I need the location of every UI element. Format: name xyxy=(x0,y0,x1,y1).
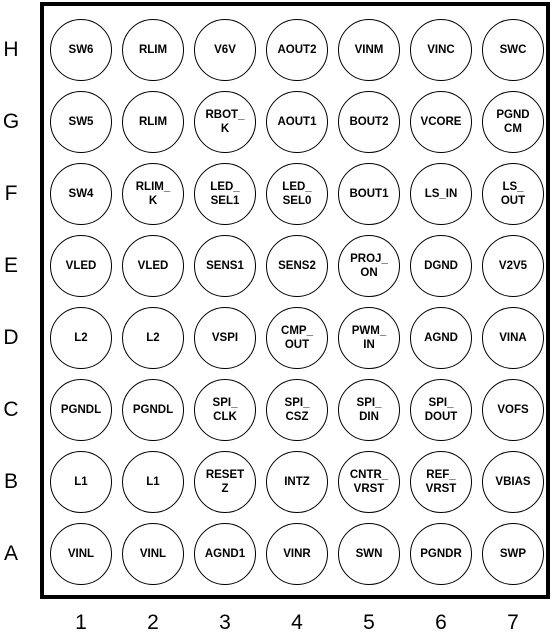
pin-e7 xyxy=(482,235,544,297)
pin-label: VINA xyxy=(499,332,527,344)
pin-c4 xyxy=(266,379,328,441)
pin-label: SPI_ CLK xyxy=(212,397,238,423)
column-label-1: 1 xyxy=(75,611,87,634)
pin-label: SWP xyxy=(499,548,527,560)
pin-g1 xyxy=(50,91,112,153)
row-label-c: C xyxy=(3,398,19,421)
pin-c2 xyxy=(122,379,184,441)
pin-f7 xyxy=(482,163,544,225)
row-label-b: B xyxy=(3,470,18,493)
pin-label: REF_ VRST xyxy=(425,469,457,495)
pin-label: VLED xyxy=(65,260,97,272)
pin-g3 xyxy=(194,91,256,153)
pin-e6 xyxy=(410,235,472,297)
pin-label: VLED xyxy=(137,260,169,272)
pin-label: VBIAS xyxy=(495,476,531,488)
pin-h3 xyxy=(194,19,256,81)
pin-label: BOUT2 xyxy=(349,116,389,128)
row-label-g: G xyxy=(2,110,20,133)
pin-c3 xyxy=(194,379,256,441)
column-label-7: 7 xyxy=(507,611,519,634)
pin-label: VINL xyxy=(139,548,167,560)
pin-h7 xyxy=(482,19,544,81)
pin-f6 xyxy=(410,163,472,225)
pin-c6 xyxy=(410,379,472,441)
row-label-d: D xyxy=(3,326,19,349)
pin-b3 xyxy=(194,451,256,513)
pin-label: SPI_ CSZ xyxy=(284,397,310,423)
pin-d7 xyxy=(482,307,544,369)
pin-a2 xyxy=(122,523,184,585)
pin-f3 xyxy=(194,163,256,225)
pin-label: RLIM xyxy=(138,44,168,56)
column-label-6: 6 xyxy=(435,611,447,634)
pin-h1 xyxy=(50,19,112,81)
pin-label: VINL xyxy=(67,548,95,560)
row-label-h: H xyxy=(3,38,19,61)
pin-label: VINC xyxy=(427,44,455,56)
pin-label: RESET Z xyxy=(205,469,245,495)
pin-label: L1 xyxy=(146,476,160,488)
pin-label: AOUT1 xyxy=(277,116,317,128)
pin-label: L2 xyxy=(146,332,160,344)
pin-d6 xyxy=(410,307,472,369)
pin-label: DGND xyxy=(424,260,458,272)
pin-label: SW6 xyxy=(68,44,94,56)
pin-label: PROJ_ ON xyxy=(350,253,388,279)
pin-label: SPI_ DIN xyxy=(356,397,382,423)
pin-b2 xyxy=(122,451,184,513)
pin-c7 xyxy=(482,379,544,441)
pin-label: SENS1 xyxy=(206,260,244,272)
pin-b4 xyxy=(266,451,328,513)
pin-label: BOUT1 xyxy=(349,188,389,200)
pin-label: PGNDL xyxy=(132,404,174,416)
pin-e2 xyxy=(122,235,184,297)
pin-label: SW4 xyxy=(68,188,94,200)
pin-d4 xyxy=(266,307,328,369)
pin-a6 xyxy=(410,523,472,585)
pin-g6 xyxy=(410,91,472,153)
pin-d2 xyxy=(122,307,184,369)
pin-label: LED_ SEL0 xyxy=(282,181,312,207)
pin-g7 xyxy=(482,91,544,153)
pin-g2 xyxy=(122,91,184,153)
pin-label: SWC xyxy=(499,44,527,56)
column-label-5: 5 xyxy=(363,611,375,634)
pin-label: LS_IN xyxy=(424,188,458,200)
pin-label: VINM xyxy=(354,44,384,56)
pin-h2 xyxy=(122,19,184,81)
pin-e5 xyxy=(338,235,400,297)
pin-label: RBOT_ K xyxy=(205,109,245,135)
pin-label: V2V5 xyxy=(498,260,528,272)
pin-a1 xyxy=(50,523,112,585)
pin-g4 xyxy=(266,91,328,153)
pin-f2 xyxy=(122,163,184,225)
pin-label: RLIM_ K xyxy=(135,181,171,207)
pin-b6 xyxy=(410,451,472,513)
pin-a3 xyxy=(194,523,256,585)
pin-a7 xyxy=(482,523,544,585)
pin-f1 xyxy=(50,163,112,225)
pin-d5 xyxy=(338,307,400,369)
pin-label: CNTR_ VRST xyxy=(349,469,389,495)
pin-label: AGND1 xyxy=(204,548,246,560)
pin-label: RLIM xyxy=(138,116,168,128)
pin-label: VSPI xyxy=(211,332,239,344)
pin-h5 xyxy=(338,19,400,81)
pin-label: VCORE xyxy=(420,116,462,128)
pin-e3 xyxy=(194,235,256,297)
pin-label: VOFS xyxy=(497,404,529,416)
pin-h6 xyxy=(410,19,472,81)
row-label-a: A xyxy=(3,542,18,565)
pin-b1 xyxy=(50,451,112,513)
pin-b7 xyxy=(482,451,544,513)
pin-label: L1 xyxy=(74,476,88,488)
pin-label: L2 xyxy=(74,332,88,344)
pin-label: INTZ xyxy=(284,476,310,488)
row-label-e: E xyxy=(3,254,18,277)
pin-label: CMP_ OUT xyxy=(281,325,313,351)
pin-g5 xyxy=(338,91,400,153)
column-label-3: 3 xyxy=(219,611,231,634)
column-label-4: 4 xyxy=(291,611,303,634)
pin-b5 xyxy=(338,451,400,513)
pin-label: AOUT2 xyxy=(277,44,317,56)
pin-h4 xyxy=(266,19,328,81)
pin-label: LED_ SEL1 xyxy=(210,181,240,207)
pin-label: V6V xyxy=(214,44,236,56)
pin-label: SW5 xyxy=(68,116,94,128)
pin-label: PGNDR xyxy=(420,548,462,560)
pin-label: PGNDL xyxy=(60,404,102,416)
pin-d1 xyxy=(50,307,112,369)
column-label-2: 2 xyxy=(147,611,159,634)
pin-label: LS_ OUT xyxy=(500,181,526,207)
pin-label: PWM_ IN xyxy=(351,325,387,351)
pin-f4 xyxy=(266,163,328,225)
pin-a4 xyxy=(266,523,328,585)
pin-e1 xyxy=(50,235,112,297)
pin-c1 xyxy=(50,379,112,441)
pin-label: SENS2 xyxy=(278,260,316,272)
row-label-f: F xyxy=(4,182,18,205)
pin-label: AGND xyxy=(424,332,458,344)
pin-e4 xyxy=(266,235,328,297)
pin-label: SPI_ DOUT xyxy=(424,397,458,423)
pin-d3 xyxy=(194,307,256,369)
pin-f5 xyxy=(338,163,400,225)
pin-label: SWN xyxy=(355,548,383,560)
pin-c5 xyxy=(338,379,400,441)
pin-label: PGND CM xyxy=(496,109,530,135)
pin-a5 xyxy=(338,523,400,585)
pin-label: VINR xyxy=(283,548,311,560)
